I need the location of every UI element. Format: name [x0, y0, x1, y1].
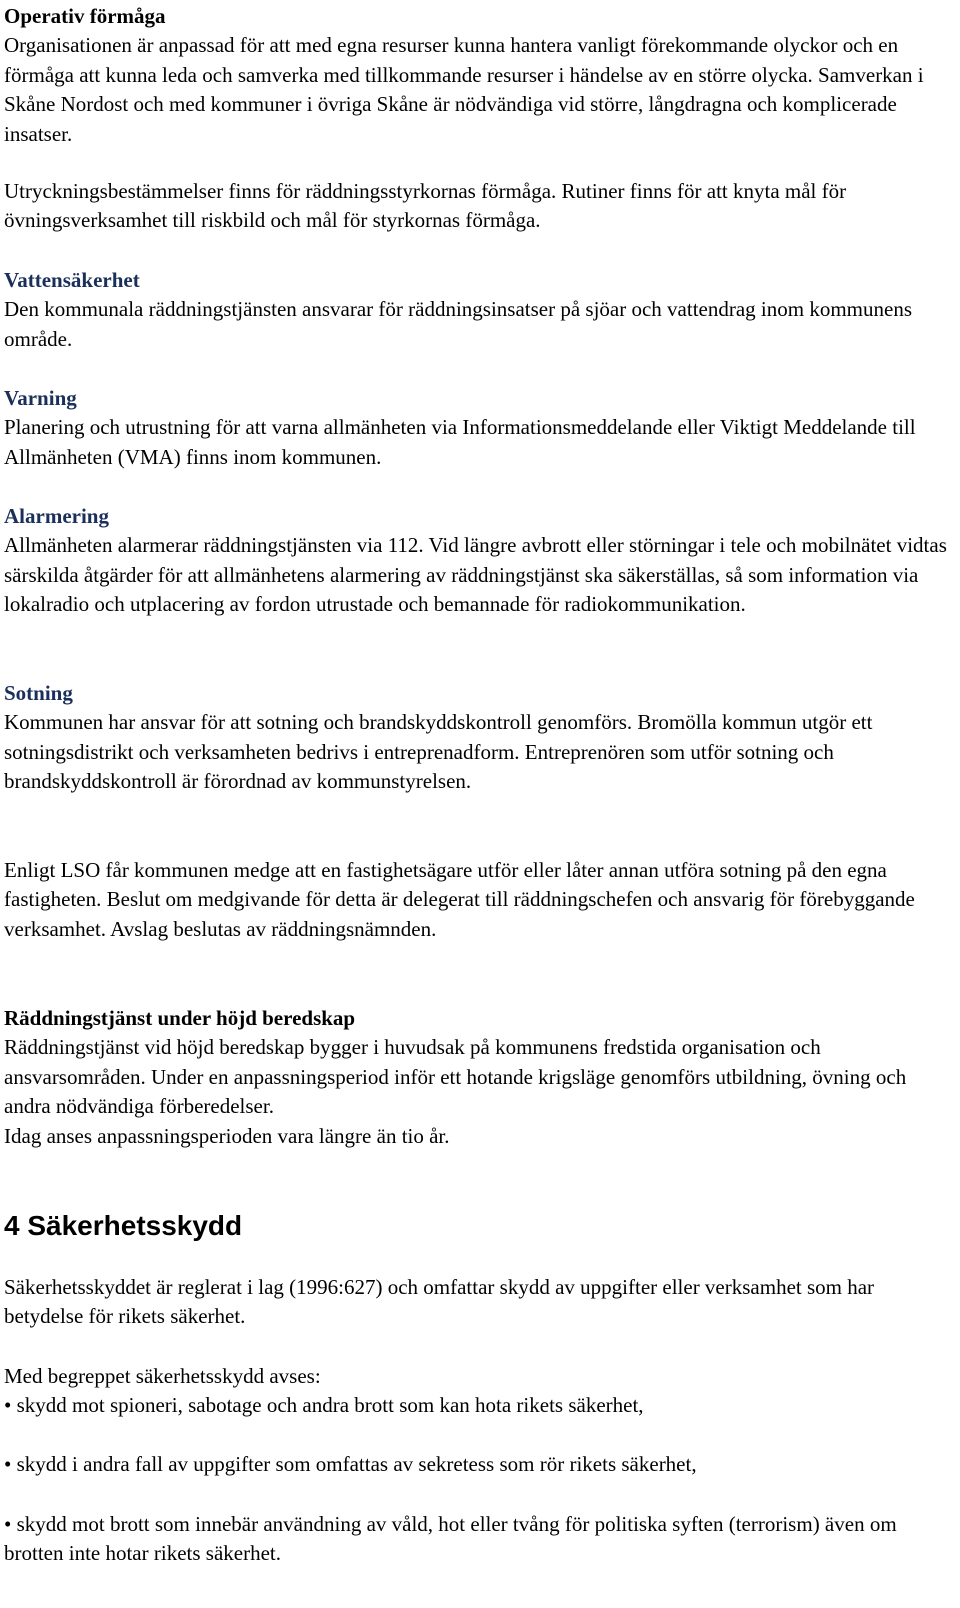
bullet-icon: • — [4, 1452, 12, 1476]
section-heading: Vattensäkerhet — [4, 268, 140, 292]
bullet-icon: • — [4, 1512, 12, 1536]
chapter-list-item-3 — [4, 1510, 954, 1569]
bullet-icon: • — [4, 1393, 12, 1418]
section-sotning — [4, 679, 954, 797]
section-paragraph: Allmänheten alarmerar räddningstjänsten via 112. Vid längre avbrott eller störningar i tele och mobilnätet vidtas särskilda åtgärder för att allmänhetens alarmering av räddningstjänst ska säkerställas, så som information via lokalradio och utplacering av fordon utrustade och bemannade för radiokommunikation. — [4, 533, 947, 617]
section-heading: Räddningstjänst under höjd beredskap — [4, 1006, 356, 1030]
list-item — [4, 1391, 954, 1420]
section-paragraph: Räddningstjänst vid höjd beredskap bygger i huvudsak på kommunens fredstida organisation och ansvarsområden. Under en anpassningsperiod inför ett hotande krigsläge genomförs utbildning, övning och andra nödvändiga förberedelser. — [4, 1035, 907, 1119]
section-heading: Sotning — [4, 681, 73, 705]
section-heading: Varning — [4, 386, 77, 410]
section-vattensakerhet — [4, 266, 954, 354]
list-item-text: skydd mot spioneri, sabotage och andra brott som kan hota rikets säkerhet, — [16, 1393, 644, 1418]
section-paragraph: Enligt LSO får kommunen medge att en fastighetsägare utför eller låter annan utföra sotning på den egna fastigheten. Beslut om medgivande för detta är delegerat till räddningschefen och ansvarig för förebyggande verksamhet. Avslag beslutas av räddningsnämnden. — [4, 858, 915, 941]
section-paragraph: Utryckningsbestämmelser finns för räddningsstyrkornas förmåga. Rutiner finns för att knyta mål för övningsverksamhet till riskbild och mål för styrkornas förmåga. — [4, 179, 847, 233]
list-item-text: skydd mot brott som innebär användning av våld, hot eller tvång för politiska syften (terrorism) även om brotten inte hotar rikets säkerhet. — [4, 1512, 897, 1566]
section-paragraph: Planering och utrustning för att varna allmänheten via Informationsmeddelande eller Viktigt Meddelande till Allmänheten (VMA) finns inom kommunen. — [4, 415, 916, 469]
section-paragraph: Kommunen har ansvar för att sotning och brandskyddskontroll genomförs. Bromölla kommun utgör ett sotningsdistrikt och verksamheten bedrivs i entreprenadform. Entreprenören som utför sotning och brandskyddskontroll är förordnad av kommunstyrelsen. — [4, 710, 873, 794]
section-paragraph-extra: Idag anses anpassningsperioden vara längre än tio år. — [4, 1123, 450, 1148]
section-operativ — [4, 2, 954, 149]
list-item-text: skydd i andra fall av uppgifter som omfattas av sekretess som rör rikets säkerhet, — [16, 1452, 697, 1476]
chapter-intro-paragraph: Säkerhetsskyddet är reglerat i lag (1996:627) och omfattar skydd av uppgifter eller verksamhet som har betydelse för rikets säkerhet. — [4, 1275, 875, 1329]
section-paragraph: Den kommunala räddningstjänsten ansvarar för räddningsinsatser på sjöar och vattendrag inom kommunens område. — [4, 297, 913, 351]
chapter-title: 4 Säkerhetsskydd — [4, 1210, 243, 1241]
section-alarmering — [4, 502, 954, 620]
section-paragraph: Organisationen är anpassad för att med egna resurser kunna hantera vanligt förekommande olyckor och en förmåga att kunna leda och samverka med tillkommande resurser i händelse av en större olycka. Samverkan i Skåne Nordost och med kommuner i övriga Skåne är nödvändiga vid större, långdragna och komplicerade insatser. — [4, 33, 924, 146]
list-item — [4, 1450, 954, 1479]
list-item — [4, 1510, 954, 1569]
section-hojd-beredskap — [4, 1004, 954, 1151]
chapter-intro — [4, 1273, 954, 1332]
section-varning — [4, 384, 954, 472]
section-operativ-rutiner — [4, 177, 954, 236]
section-heading: Alarmering — [4, 504, 109, 528]
section-sotning-lso — [4, 856, 954, 944]
section-heading: Operativ förmåga — [4, 4, 166, 28]
list-intro: Med begreppet säkerhetsskydd avses: — [4, 1364, 321, 1388]
chapter-list-item-2 — [4, 1450, 954, 1479]
chapter-list — [4, 1362, 954, 1421]
